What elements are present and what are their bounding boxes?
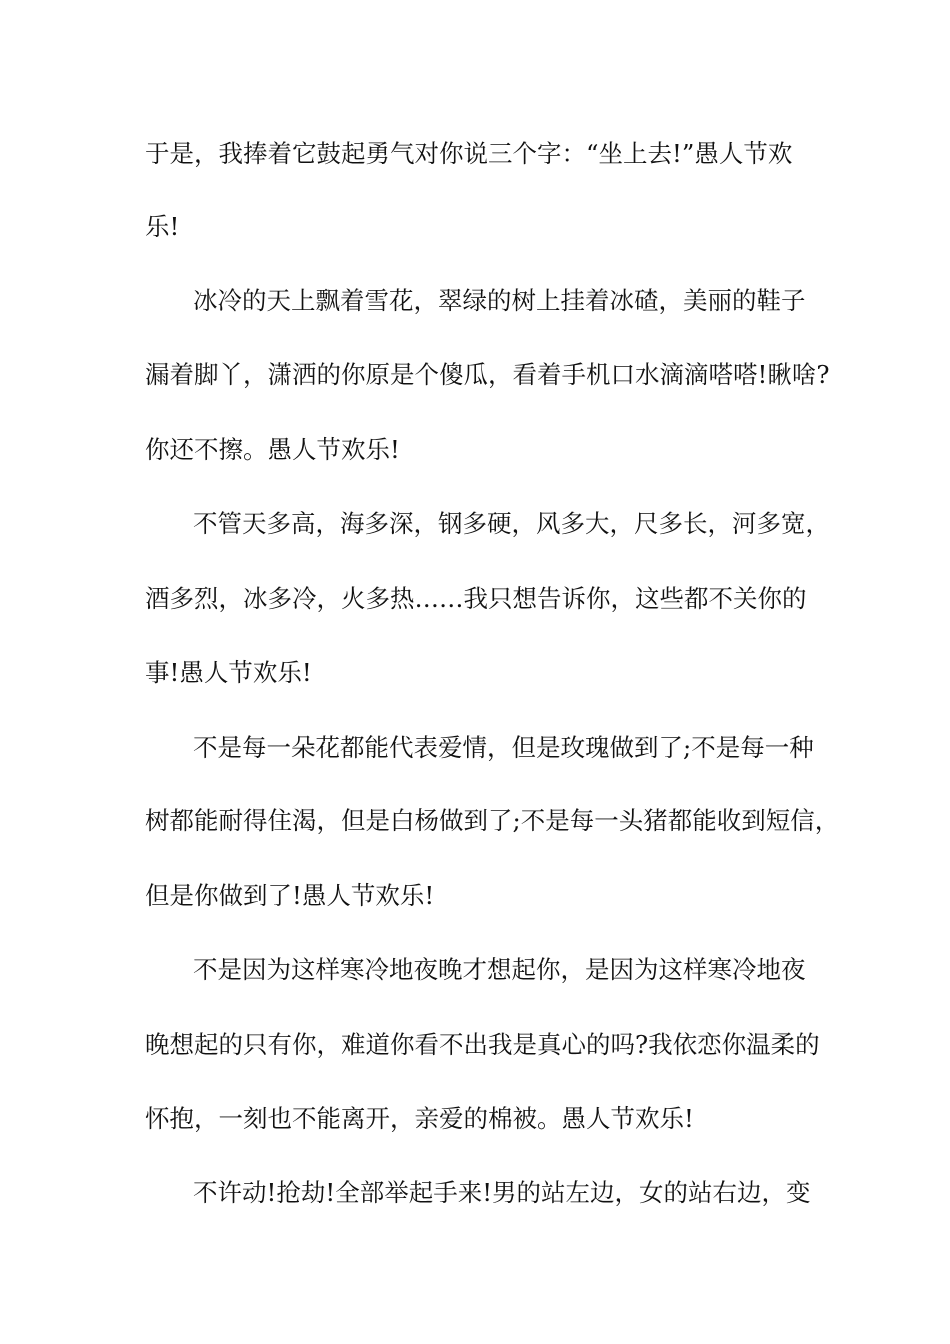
text-line: 怀抱，一刻也不能离开，亲爱的棉被。愚人节欢乐! [145,1104,694,1133]
text-line: 但是你做到了!愚人节欢乐! [145,881,435,910]
paragraph-first-line: 冰冷的天上飘着雪花，翠绿的树上挂着冰碴，美丽的鞋子 [193,286,806,315]
text-line: 漏着脚丫，潇洒的你原是个傻瓜，看着手机口水滴滴嗒嗒!瞅啥? [145,360,830,389]
text-line: 事!愚人节欢乐! [145,658,312,687]
paragraph-first-line: 不许动!抢劫!全部举起手来!男的站左边，女的站右边，变 [193,1178,811,1207]
text-line: 乐! [145,212,180,241]
paragraph-first-line: 不是每一朵花都能代表爱情，但是玫瑰做到了;不是每一种 [193,733,814,762]
text-line: 酒多烈，冰多冷，火多热……我只想告诉你，这些都不关你的 [145,584,807,613]
text-line: 晚想起的只有你，难道你看不出我是真心的吗?我依恋你温柔的 [145,1030,820,1059]
text-line: 你还不擦。愚人节欢乐! [145,435,400,464]
paragraph-first-line: 不管天多高，海多深，钢多硬，风多大，尺多长，河多宽， [193,509,830,538]
paragraph-first-line: 不是因为这样寒冷地夜晚才想起你，是因为这样寒冷地夜 [193,955,806,984]
text-line: 树都能耐得住渴，但是白杨做到了;不是每一头猪都能收到短信， [145,806,840,835]
text-line: 于是，我捧着它鼓起勇气对你说三个字：“坐上去!”愚人节欢 [145,139,793,168]
